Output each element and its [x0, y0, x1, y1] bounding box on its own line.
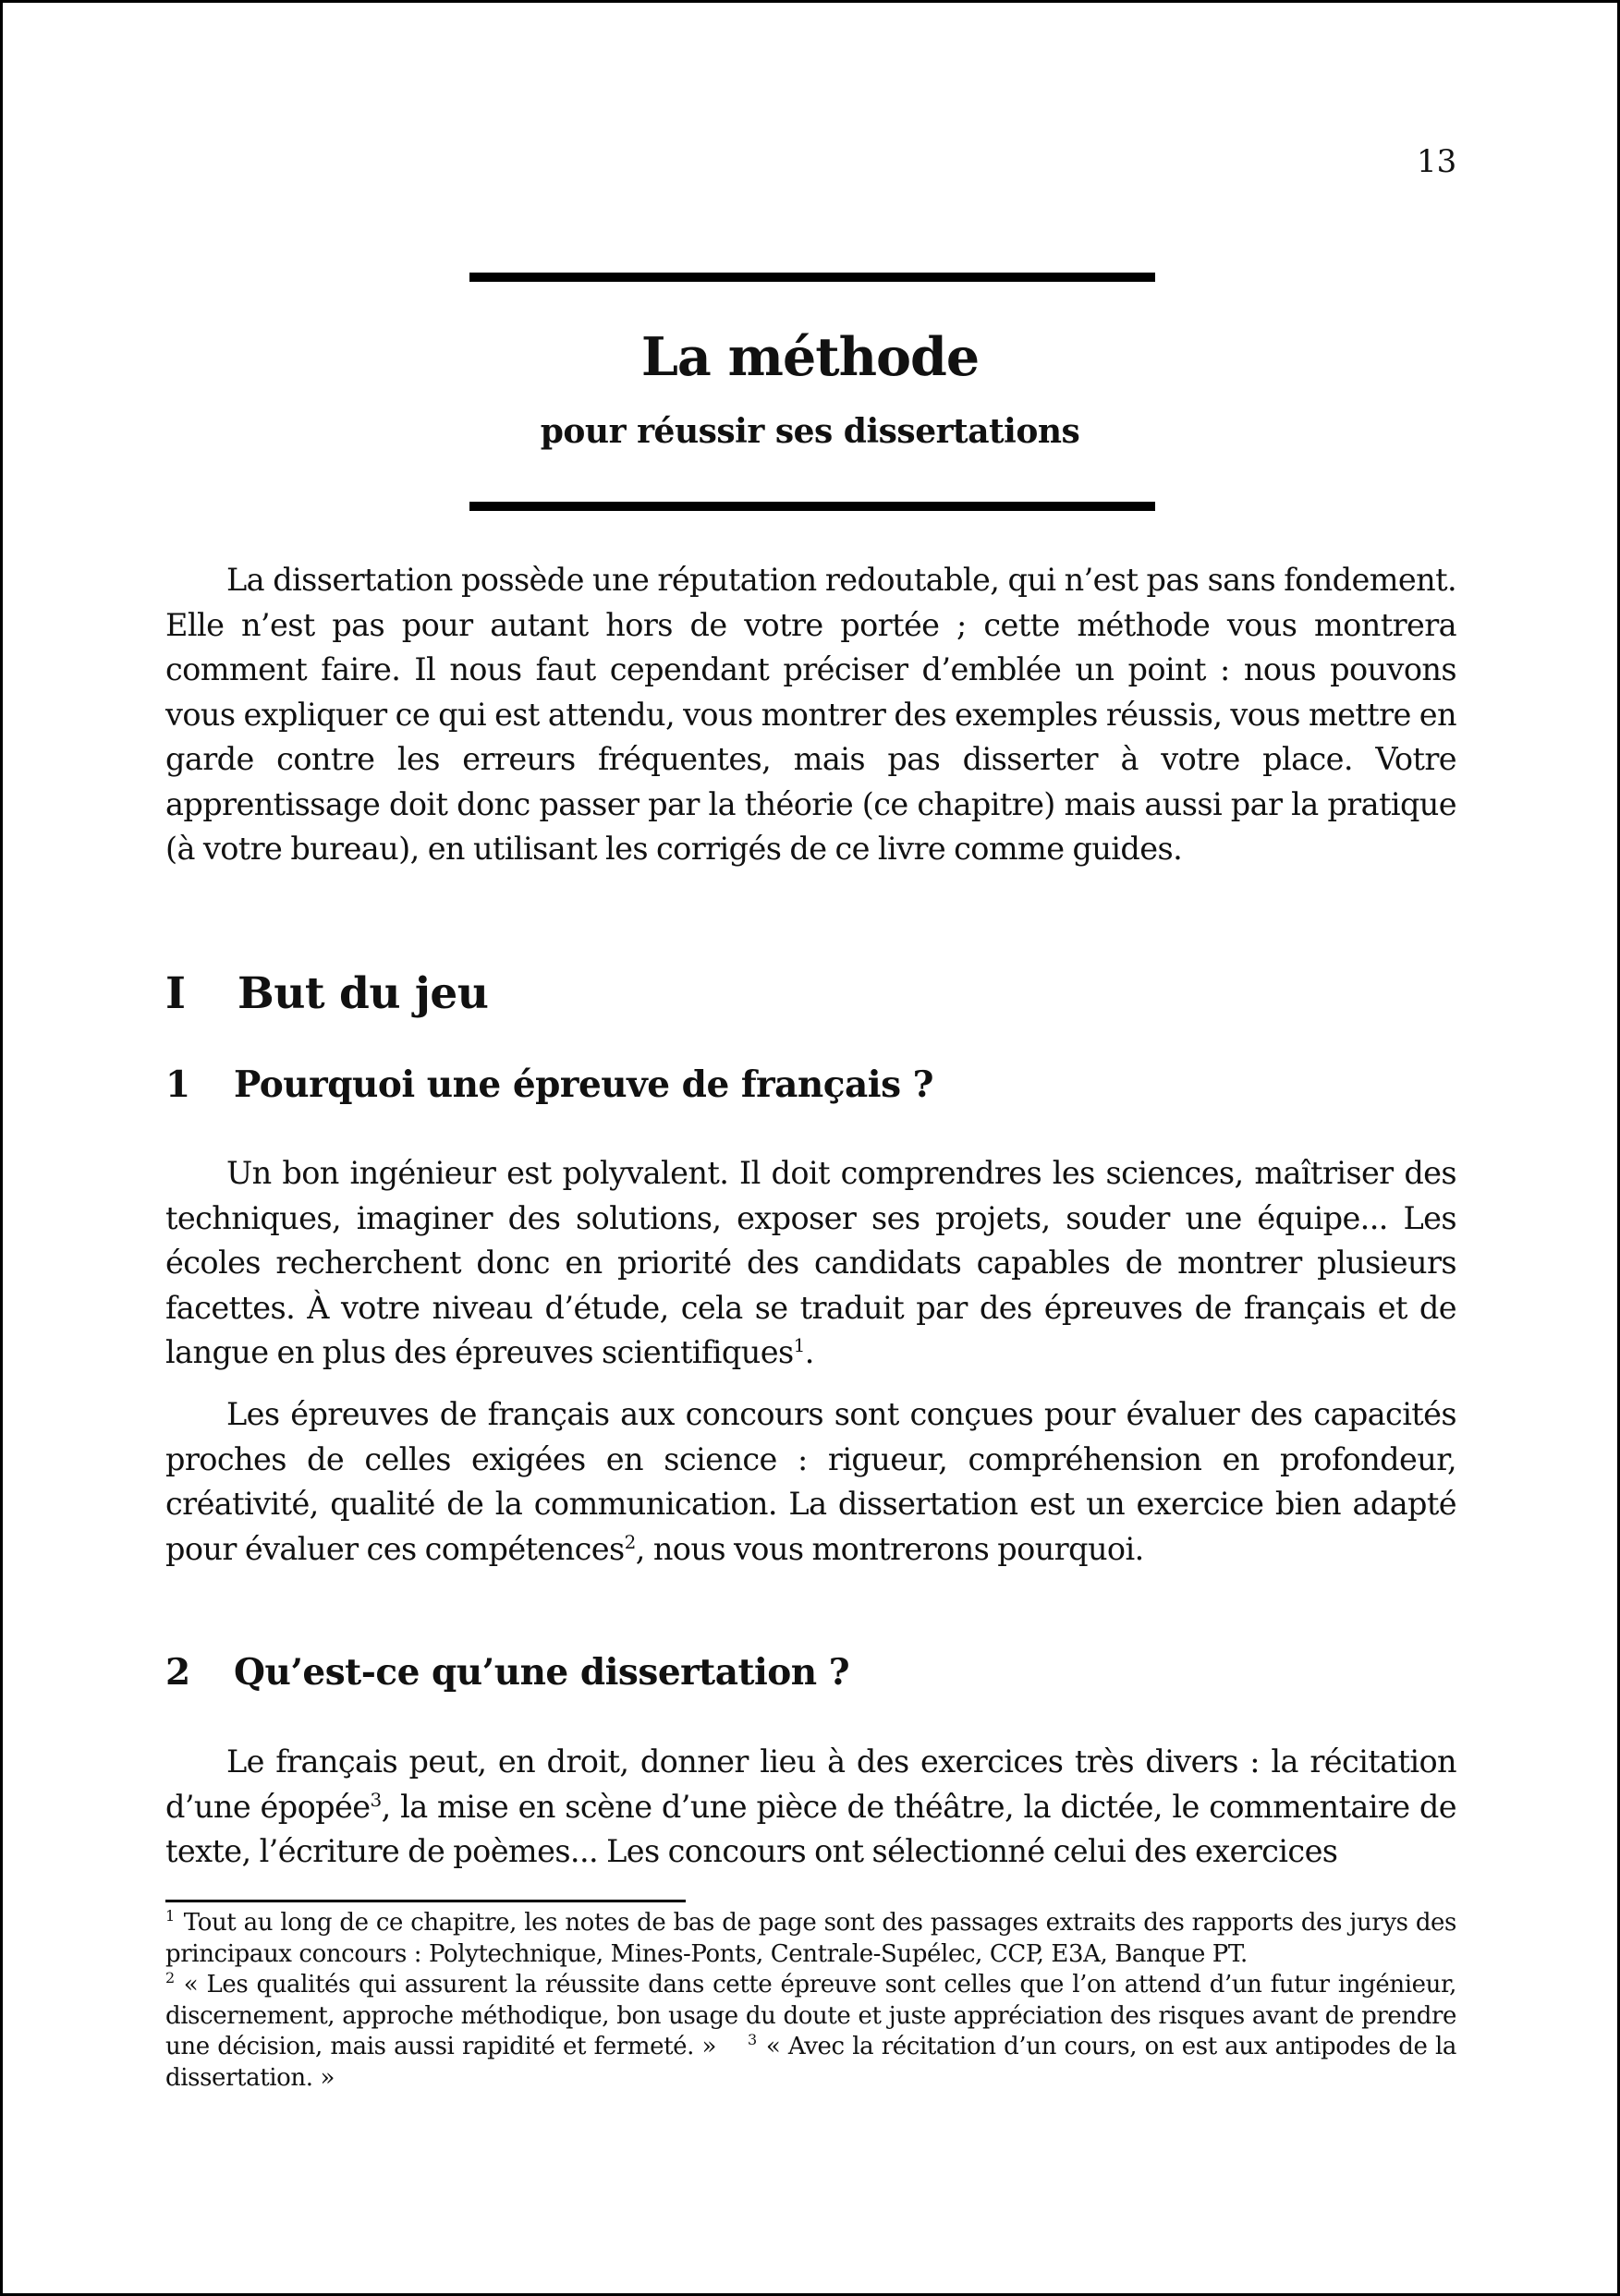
footnote-ref[interactable]: 2 — [624, 1530, 636, 1553]
subsection-heading-2 — [165, 1651, 849, 1694]
paragraph-text-end: , la mise en scène d’une pièce de théâtre, la dictée, le commentaire de texte, l’écriture de poèmes... Les concours ont sélectionné celui des exercices — [165, 1788, 1456, 1869]
footnote-text: « Les qualités qui assurent la réussite dans cette épreuve sont celles que l’on attend d’un futur ingénieur, discernement, approche méthodique, bon usage du doute et juste appréciation des risques avant de prendre une décision, mais aussi rapidité et fermeté. » — [165, 1971, 1456, 2060]
intro-paragraph: La dissertation possède une réputation redoutable, qui n’est pas sans fondement. Elle n’est pas pour autant hors de votre portée ; cette méthode vous montrera comment faire. Il nous faut cependant préciser d’emblée un point : nous pouvons vous expliquer ce qui est attendu, vous montrer des exemples réussis, vous mettre en garde contre les erreurs fréquentes, mais pas disserter à votre place. Votre apprentissage doit donc passer par la théorie (ce chapitre) mais aussi par la pratique (à votre bureau), en utilisant les corrigés de ce livre comme guides. — [165, 562, 1456, 867]
title-bottom-rule — [469, 502, 1155, 511]
footnote-ref[interactable]: 3 — [370, 1788, 382, 1811]
body-paragraph — [165, 1151, 1456, 1376]
footnote-ref[interactable]: 1 — [793, 1333, 805, 1356]
footnote-text: « Avec la récitation d’un cours, on est aux antipodes de la dissertation. » — [165, 2033, 1456, 2092]
subsection-title: Qu’est-ce qu’une dissertation ? — [234, 1651, 850, 1694]
footnote-number: 1 — [165, 1907, 175, 1925]
section-title: But du jeu — [238, 968, 489, 1019]
subsection-number: 1 — [165, 1063, 190, 1106]
section-heading — [165, 968, 488, 1019]
footnotes — [165, 1908, 1456, 2094]
body-paragraph — [165, 1740, 1456, 1875]
title-top-rule — [469, 273, 1155, 282]
paragraph-text: Les épreuves de français aux concours sont conçues pour évaluer des capacités proches de celles exigées en science : rigueur, compréhension en profondeur, créativité, qualité de la communication. La dissertation est un exercice bien adapté pour évaluer ces compétences — [165, 1396, 1456, 1567]
subsection-number: 2 — [165, 1651, 190, 1694]
footnote-number: 3 — [748, 2031, 757, 2049]
chapter-subtitle: pour réussir ses dissertations — [540, 412, 1080, 451]
chapter-title: La méthode — [640, 326, 980, 388]
paragraph-text-end: , nous vous montrerons pourquoi. — [635, 1530, 1144, 1567]
page-number: 13 — [1417, 143, 1457, 180]
footnote-number: 2 — [165, 1969, 175, 1987]
paragraph-text-end: . — [804, 1334, 814, 1370]
footnote-separator — [165, 1900, 686, 1902]
paragraph-text: Le français peut, en droit, donner lieu à des exercices très divers : la récitation d’une épopée — [165, 1743, 1456, 1825]
section-number: I — [165, 968, 186, 1019]
subsection-title: Pourquoi une épreuve de français ? — [234, 1063, 934, 1106]
paragraph-text: Un bon ingénieur est polyvalent. Il doit comprendres les sciences, maîtriser des techniques, imaginer des solutions, exposer ses projets, souder une équipe... Les écoles recherchent donc en priorité des candidats capables de montrer plusieurs facettes. À votre niveau d’étude, cela se traduit par des épreuves de français et de langue en plus des épreuves scientifiques — [165, 1155, 1456, 1370]
body-paragraph — [165, 1392, 1456, 1572]
footnote-text: Tout au long de ce chapitre, les notes de bas de page sont des passages extraits des rapports des jurys des principaux concours : Polytechnique, Mines-Ponts, Centrale-Supélec, CCP, E3A, Banque PT. — [165, 1909, 1456, 1968]
subsection-heading-1 — [165, 1063, 933, 1106]
